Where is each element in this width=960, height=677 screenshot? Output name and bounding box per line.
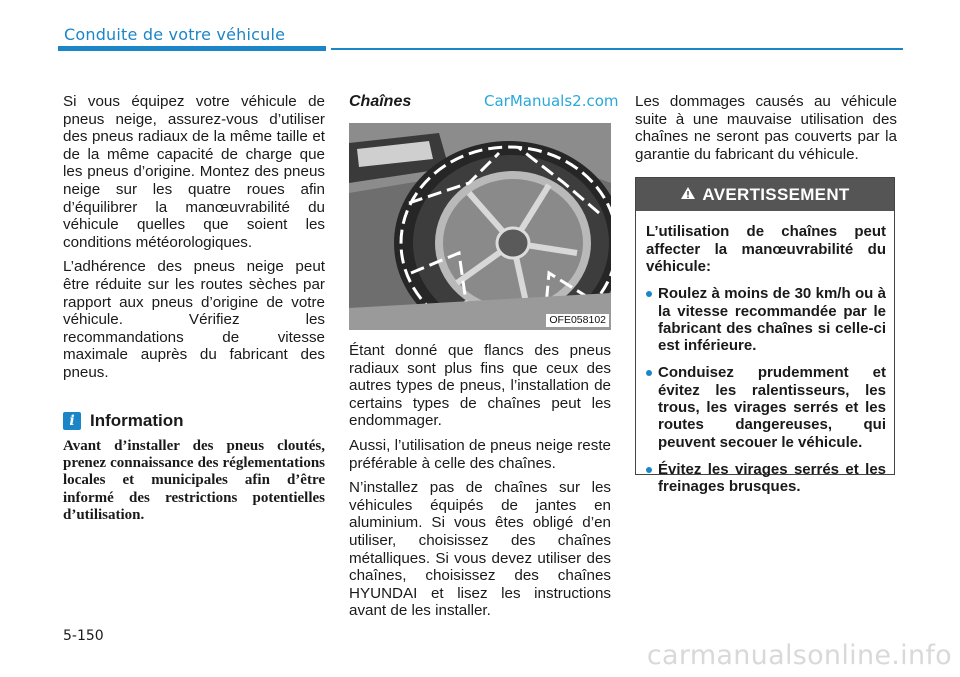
watermark-carmanuals: CarManuals2.com [484,92,619,110]
section-title-chaines: Chaînes [349,93,412,110]
warning-item: Roulez à moins de 30 km/h ou à la vitesse recommandée par le fabricant des chaînes si celle-ci est inférieure. [646,285,886,354]
warning-intro: L’utilisation de chaînes peut affecter la manœuvrabilité du véhicule: [646,223,886,275]
header-rule-thin [331,48,903,50]
warning-list [646,285,886,495]
information-heading [63,412,325,430]
page-number: 5-150 [63,628,104,644]
figure-code: OFE058102 [546,314,609,327]
information-text: Avant d’installer des pneus cloutés, prenez connaissance des réglementations locales et municipales afin d’être informé des restrictions potentielles d’utilisation. [63,437,325,524]
warning-title: AVERTISSEMENT [702,185,850,205]
body-paragraph: L’adhérence des pneus neige peut être réduite sur les routes sèches par rapport aux pneus d’origine de votre véhicule. Vérifiez les recommandations de vitesse maximale auprès du fabricant des pneus. [63,258,325,381]
body-paragraph: Si vous équipez votre véhicule de pneus neige, assurez-vous d’utiliser des pneus radiaux de la même taille et de la même capacité de charge que les pneus d’origine. Montez des pneus neige sur les quatre roues afin d’équilibrer la manœuvrabilité du véhicule quelles que soient les conditions météorologiques. [63,93,325,251]
body-paragraph: Les dommages causés au véhicule suite à une mauvaise utilisation des chaînes ne seront pas couverts par la garantie du fabricant du véhicule. [635,93,897,163]
information-label: Information [90,410,184,430]
column-left [63,93,325,525]
warning-box [635,177,895,496]
body-paragraph: Étant donné que flancs des pneus radiaux sont plus fins que ceux des autres types de pneus, l’installation de certains types de chaînes peut les endommager. [349,342,611,430]
body-paragraph: N’installez pas de chaînes sur les véhicules équipés de jantes en aluminium. Si vous êtes obligé d’en utiliser, choisissez des chaînes métalliques. Si vous devez utiliser des chaînes, choisissez des chaînes HYUNDAI et lisez les instructions avant de les installer. [349,479,611,620]
warning-item: Conduisez prudemment et évitez les ralentisseurs, les trous, les virages serrés et les routes dangereuses, qui peuvent secouer le véhicule. [646,364,886,450]
footer-watermark: carmanualsonline.info [646,640,952,671]
column-middle [349,93,611,627]
warning-header [636,178,894,211]
tire-chain-drawing [349,123,611,330]
tire-chain-illustration [349,123,611,330]
header-rule-thick [58,46,326,51]
info-icon: i [63,412,81,430]
warning-item: Évitez les virages serrés et les freinages brusques. [646,461,886,496]
warning-triangle-icon [680,186,696,204]
warning-body [636,211,894,495]
section-header-title: Conduite de votre véhicule [64,25,286,44]
column-right [635,93,897,496]
body-paragraph: Aussi, l’utilisation de pneus neige reste préférable à celle des chaînes. [349,436,611,472]
